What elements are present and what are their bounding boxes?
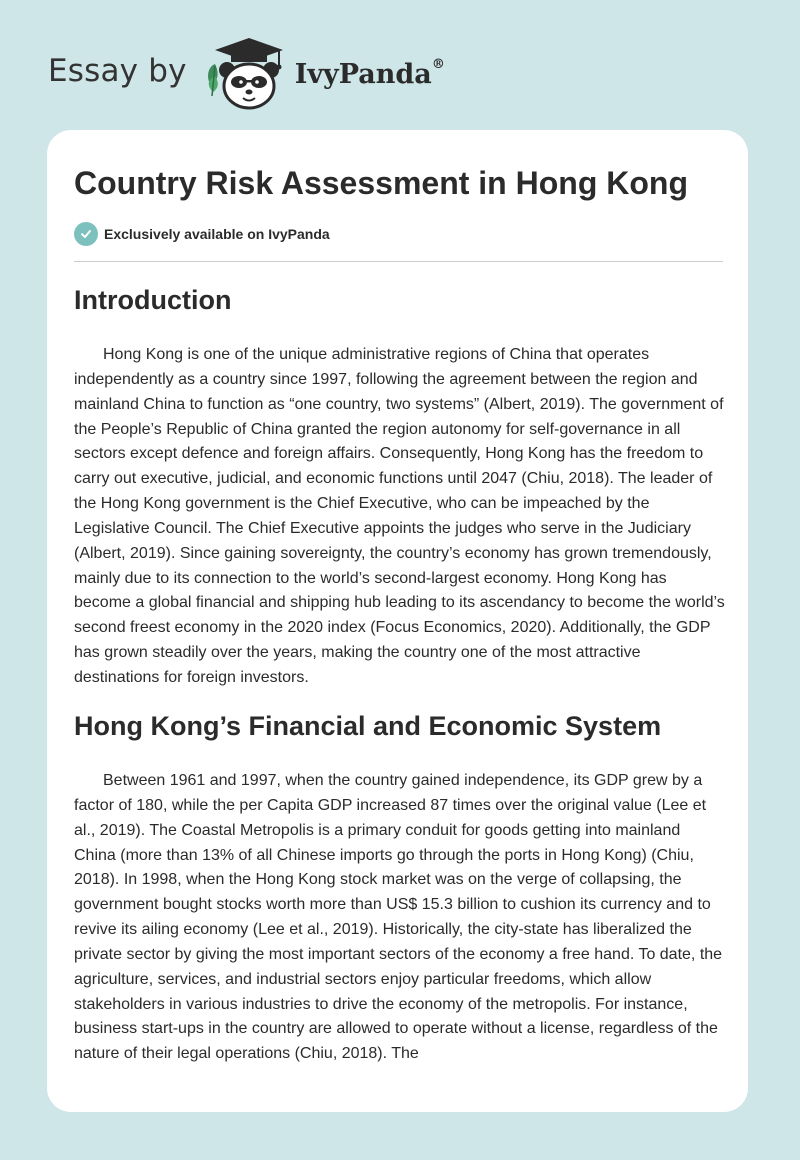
site-header (48, 34, 568, 114)
exclusive-label: Exclusively available on IvyPanda (104, 226, 330, 242)
page-title: Country Risk Assessment in Hong Kong (74, 165, 688, 201)
section-heading-introduction: Introduction (74, 285, 232, 315)
check-icon (74, 222, 98, 246)
panda-logo-icon[interactable] (201, 36, 291, 112)
section-paragraph-financial-system: Between 1961 and 1997, when the country gained independence, its GDP grew by a factor of 180, while the per Capita GDP increased 87 times over the original value (Lee et al., 2019). The Coastal Metropolis is a primary conduit for goods getting into mainland China (more than 13% of all Chinese imports go through the ports in Hong Kong) (Chiu, 2018). In 1998, when the Hong Kong stock market was on the verge of collapsing, the government bought stocks worth more than US$ 15.3 billion to cushion its currency and to revive its ailing economy (Lee et al., 2019). Historically, the city-state has liberalized the private sector by giving the most important sectors of the economy a free hand. To date, the agriculture, services, and industrial sectors enjoy particular freedoms, which allow stakeholders in various industries to drive the economy of the metropolis. For instance, business start-ups in the country are allowed to operate without a license, regardless of the nature of their legal operations (Chiu, 2018). The (74, 772, 723, 1063)
divider (74, 261, 723, 262)
section-paragraph-introduction: Hong Kong is one of the unique administrative regions of China that operates independently as a country since 1997, following the agreement between the region and mainland China to function as “one country, two systems” (Albert, 2019). The government of the People’s Republic of China granted the region autonomy for self-governance in all sectors except defence and foreign affairs. Consequently, Hong Kong has the freedom to carry out executive, judicial, and economic functions until 2047 (Chiu, 2018). The leader of the Hong Kong government is the Chief Executive, who can be impeached by the Legislative Council. The Chief Executive appoints the judges who serve in the Judiciary (Albert, 2019). Since gaining sovereignty, the country’s economy has grown tremendously, mainly due to its connection to the world’s second-largest economy. Hong Kong has become a global financial and shipping hub leading to its ascendancy to become the world’s second freest economy in the 2020 index (Focus Economics, 2020). Additionally, the GDP has grown steadily over the years, making the country one of the most attractive destinations for foreign investors. (74, 346, 725, 686)
registered-mark: ® (431, 56, 445, 72)
section-heading-financial-system: Hong Kong’s Financial and Economic System (74, 711, 662, 741)
article-card (47, 130, 748, 1112)
essay-by-label: Essay by (48, 53, 187, 89)
exclusive-badge (74, 222, 330, 246)
brand-name[interactable]: IvyPanda® (294, 56, 445, 90)
